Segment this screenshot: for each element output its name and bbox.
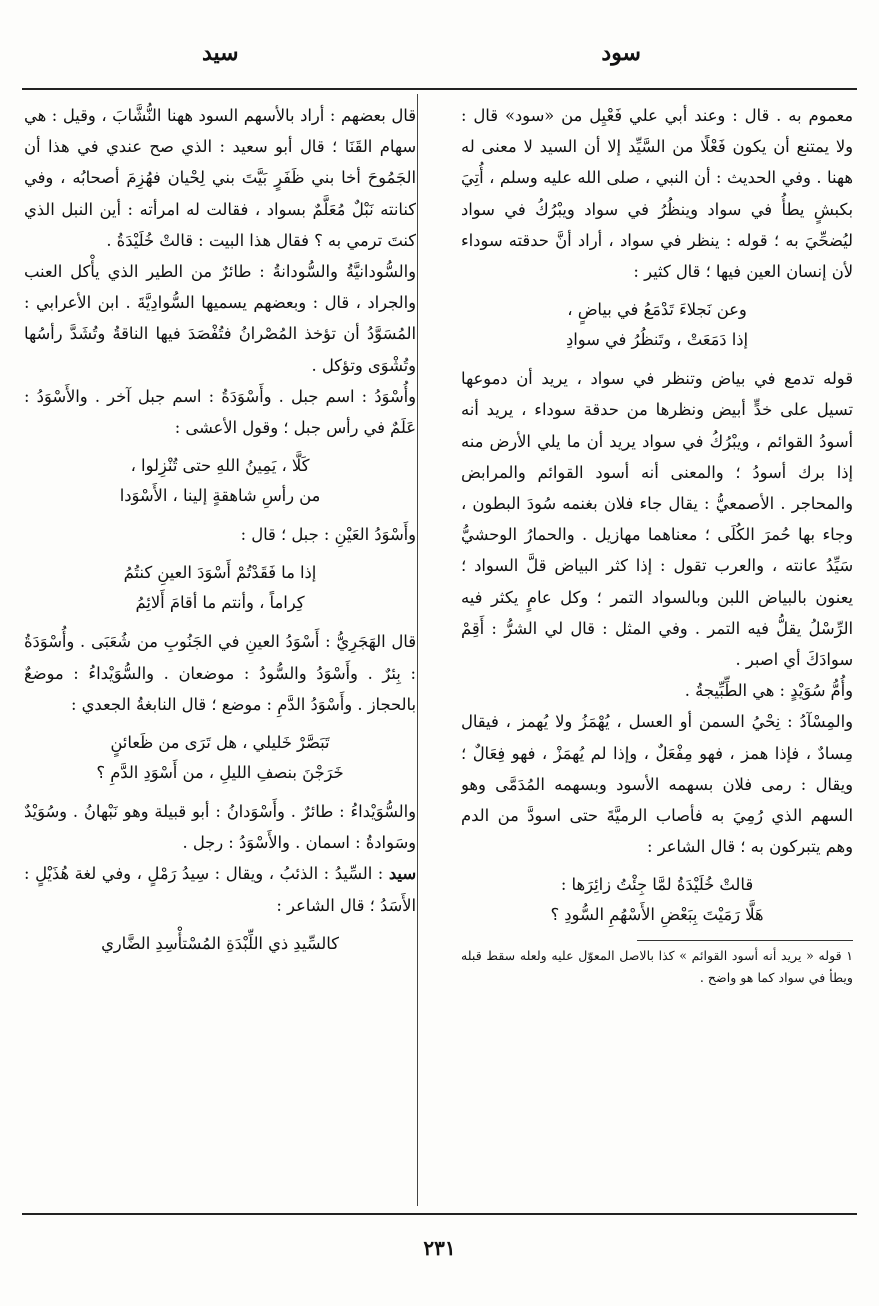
verse (24, 558, 416, 618)
verse-line: إذا ما فَقَدْتُمْ أَسْوَدَ العينِ كنتُمُ (123, 563, 317, 583)
verse-line: إذا دَمَعَتْ ، وتَنظُرُ في سوادِ (565, 330, 749, 350)
paragraph: قوله تدمع في بياض وتنظر في سواد ، يريد أن دموعها تسيل على خدٍّ أبيض ونظرها من حدقة سوداء ، يريد أنه أسودُ القوائم ، ويبْرُكُ في سواد يريد أن ما يلي الأرض منه إذا برك أسودُ ؛ والمعنى أنه أسود القوائم والمرابض والمحاجر . الأصمعيُّ : يقال جاء فلان بغنمه سُودَ البطون ، وجاء بها حُمرَ الكُلَى ؛ معناهما مهازيل . والحمارُ الوحشيُّ سَيِّدُ عانته ، والعرب تقول : إذا كثر البياض قلَّ السواد ؛ يعنون بالبياض اللبن وبالسواد التمر ؛ وكل عامٍ يكثر فيه الرِّسْلُ يقلُّ فيه التمر . وفي المثل : قال لي الشرُّ : أَقِمْ سوادَكَ أي اصبر . (461, 369, 853, 670)
paragraph: وأَسْوَدُ العَيْنِ : جبل ؛ قال : (240, 525, 416, 545)
verse-line: هَلَّا رَمَيْتَ بِبَعْضِ الأَسْهُمِ السُّودِ ؟ (550, 905, 764, 925)
entry-paragraph (24, 858, 416, 920)
verse-line: تَبَصَّرْ خَليلي ، هل تَرَى من ظَعائنٍ (110, 733, 330, 753)
verse-line: وعن نَجلاءَ تَدْمَعُ في بياضٍ ، (567, 300, 747, 320)
footer-rule (22, 1213, 857, 1215)
verse-line: خَرَجْنَ بنصفِ الليلِ ، من أَسْوَدِ الدَّمِ ؟ (96, 763, 344, 783)
verse-line: من رأسِ شاهقةٍ إلينا ، الأَسْوَدا (119, 486, 321, 506)
running-head-right: سود (601, 40, 641, 66)
paragraph: معموم به . قال : وعند أبي علي فَعْيِل من «سود» قال : ولا يمتنع أن يكون فَعْلًا من السَّيِّد إلا أن السيد لا معنى له ههنا . وفي الحديث : أن النبي ، صلى الله عليه وسلم ، أُتِيَ بكبشٍ يطأُ في سواد وينظُرُ في سواد ويبْرُكُ في سواد ليُضحِّيَ به ؛ قوله : ينظر في سواد ، أراد أنَّ حدقته سوداء لأن إنسان العين فيها ؛ قال كثير : (461, 106, 853, 282)
right-column (461, 100, 853, 1205)
header-rule (22, 88, 857, 90)
verse (24, 929, 416, 959)
verse-line: قالتْ خُلَيْدَةُ لمَّا جِئْتُ زائِرَها : (560, 875, 754, 895)
paragraph: والمِسْآدُ : نِحْيُ السمن أو العسل ، يُهْمَزُ ولا يُهمز ، فيقال مِسادٌ ، فإذا همز ، فهو مِفْعَلٌ ، وإذا لم يُهمَزْ ، فهو فِعَالٌ ؛ ويقال : رمى فلان بسهمه الأسود وبسهمه المُدَمَّى وهو السهم الذي رُمِيَ به فأصاب الرميَّةَ حتى اسودَّ من الدم وهم يتبركون به ؛ قال الشاعر : (461, 712, 853, 857)
paragraph: قال بعضهم : أراد بالأسهم السود ههنا النُّشَّابَ ، وقيل : هي سهام القَنَا ؛ قال أبو سعيد : الذي صح عندي في هذا أن الجَمُوحَ أخا بني ظَفَرٍ بَيَّتَ بني لِحْيان فهُزِمَ أصحابُه ، وفي كنانته نَبْلٌ مُعَلَّمٌ بسواد ، فقالت له امرأته : أين النبل الذي كنتَ ترمي به ؟ فقال هذا البيت : قالتْ خُلَيْدَةُ . (24, 106, 416, 250)
entry-text: : السِّيدُ : الذئبُ ، ويقال : سِيدُ رَمْلٍ ، وفي لغة هُذَيْلٍ : الأَسَدُ ؛ قال الشاعر : (24, 864, 416, 915)
verse (24, 451, 416, 511)
verse-line: كَلَّا ، يَمِينُ اللهِ حتى تُنْزِلوا ، (130, 456, 310, 476)
paragraph: قال الهَجَرِيُّ : أَسْوَدُ العينِ في الجَنُوبِ من شُعَبَى . وأُسْوَدَةُ : بِئرٌ . وأَسْوَدُ والسُّودُ : موضعان . والسُّوَيْداءُ : موضعٌ بالحجاز . وأَسْوَدُ الدَّمِ : موضع ؛ قال النابغةُ الجعدي : (24, 632, 416, 714)
left-column (24, 100, 416, 1205)
running-head-left: سيد (202, 40, 239, 66)
column-separator (417, 94, 418, 1206)
verse (24, 728, 416, 788)
paragraph: والسُّوَيْداءُ : طائرٌ . وأَسْوَدانُ : أبو قبيلة وهو نَبْهانُ . وسُوَيْدٌ وسَوادةُ : اسمان . والأَسْوَدُ : رجل . (24, 802, 416, 853)
footnote: ١ قوله « يريد أنه أسود القوائم » كذا بالاصل المعوّل عليه ولعله سقط قبله ويطأ في سواد كما هو واضح . (461, 948, 853, 986)
page-number: ٢٣١ (423, 1236, 456, 1260)
paragraph: وأُسْوَدُ : اسم جبل . وأَسْوَدَةُ : اسم جبل آخر . والأَسْوَدُ : عَلَمٌ في رأس جبل ؛ وقول الأعشى : (24, 386, 416, 438)
paragraph: والسُّودانيَّةُ والسُّودانةُ : طائرٌ من الطير الذي يأْكل العنب والجراد ، قال : وبعضهم يسميها السُّوادِيَّةَ . ابن الأعرابي : المُسَوَّدُ أن تؤخذ المُصْرانُ فتُفْصَدَ فيها الناقةُ وتُشَدَّ رأسُها وتُشْوَى وتؤكل . (24, 262, 416, 375)
verse (461, 295, 853, 355)
entry-headword: سيد (388, 864, 416, 884)
footnote-rule (637, 940, 853, 941)
verse (461, 870, 853, 930)
paragraph: وأُمُّ سُوَيْدٍ : هي الطِّبِّيجةُ . (684, 681, 853, 701)
verse-line: كِراماً ، وأنتم ما أقامَ أَلائِمُ (135, 593, 305, 613)
verse-line: كالسِّيدِ ذي اللِّبْدَةِ المُسْتأْسِدِ الضَّاري (101, 933, 339, 953)
